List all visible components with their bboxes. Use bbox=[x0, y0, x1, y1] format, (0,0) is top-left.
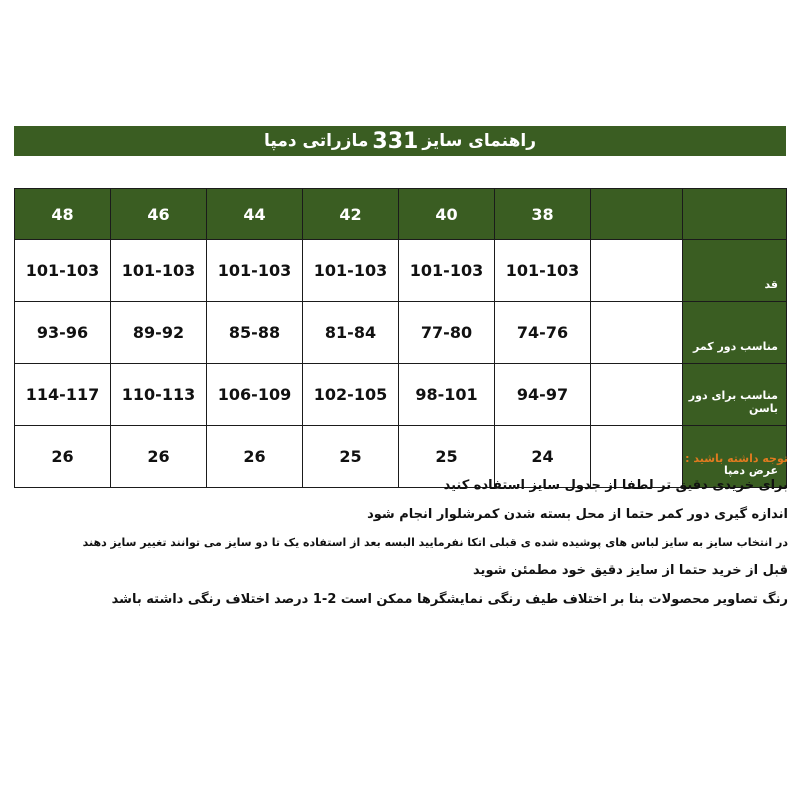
title-model-number: 331 bbox=[372, 128, 419, 154]
hip-value-44: 106-109 bbox=[207, 364, 303, 426]
table-row bbox=[15, 240, 787, 302]
height-value-44: 101-103 bbox=[207, 240, 303, 302]
height-value-42: 101-103 bbox=[303, 240, 399, 302]
waist-value-38: 74-76 bbox=[495, 302, 591, 364]
hem-width-value-46: 26 bbox=[111, 426, 207, 488]
note-line: رنگ تصاویر محصولات بنا بر اختلاف طیف رنگی نمایشگرها ممکن است 2-1 درصد اختلاف رنگی داشته باشد bbox=[111, 592, 788, 607]
size-header-42: 42 bbox=[303, 189, 399, 240]
row-label-hip: مناسب برای دور باسن bbox=[683, 364, 787, 426]
row-label-hem-width: عرض دمپا bbox=[683, 426, 787, 488]
waist-value-48: 93-96 bbox=[15, 302, 111, 364]
note-line: اندازه گیری دور کمر حتما از محل بسته شدن کمرشلوار انجام شود bbox=[367, 507, 788, 522]
size-header-46: 46 bbox=[111, 189, 207, 240]
row-label-height: قد bbox=[683, 240, 787, 302]
size-header-48: 48 bbox=[15, 189, 111, 240]
hip-value-38: 94-97 bbox=[495, 364, 591, 426]
hip-value-40: 98-101 bbox=[399, 364, 495, 426]
waist-value-46: 89-92 bbox=[111, 302, 207, 364]
hem-width-value-40: 25 bbox=[399, 426, 495, 488]
height-value-40: 101-103 bbox=[399, 240, 495, 302]
note-line: برای خریدی دقیق تر لطفا از جدول سایز استفاده کنید bbox=[443, 478, 788, 493]
waist-value-44: 85-88 bbox=[207, 302, 303, 364]
note-line: در انتخاب سایز به سایز لباس های پوشیده شده ی قبلی اتکا نفرمایید البسه بعد از استفاده یک تا دو سایز می توانند تغییر سایز دهند bbox=[82, 536, 788, 549]
size-header-40: 40 bbox=[399, 189, 495, 240]
title-text-after: مازراتی دمپا bbox=[264, 131, 369, 151]
waist-value-40: 77-80 bbox=[399, 302, 495, 364]
title-text-before: راهنمای سایز bbox=[422, 131, 537, 151]
row-label-waist: مناسب دور کمر bbox=[683, 302, 787, 364]
hem-width-value-44: 26 bbox=[207, 426, 303, 488]
height-value-38: 101-103 bbox=[495, 240, 591, 302]
empty-cell bbox=[591, 240, 683, 302]
hip-value-46: 110-113 bbox=[111, 364, 207, 426]
size-table bbox=[14, 188, 787, 488]
waist-value-42: 81-84 bbox=[303, 302, 399, 364]
page-title bbox=[14, 126, 786, 156]
table-row bbox=[15, 302, 787, 364]
header-corner-cell bbox=[683, 189, 787, 240]
empty-cell bbox=[591, 364, 683, 426]
hip-value-48: 114-117 bbox=[15, 364, 111, 426]
empty-cell bbox=[591, 302, 683, 364]
hem-width-value-38: 24 bbox=[495, 426, 591, 488]
hem-width-value-42: 25 bbox=[303, 426, 399, 488]
note-line: قبل از خرید حتما از سایز دقیق خود مطمئن شوید bbox=[473, 563, 788, 578]
size-header-44: 44 bbox=[207, 189, 303, 240]
hip-value-42: 102-105 bbox=[303, 364, 399, 426]
height-value-46: 101-103 bbox=[111, 240, 207, 302]
notes-list bbox=[82, 478, 788, 621]
size-header-row bbox=[15, 189, 787, 240]
height-value-48: 101-103 bbox=[15, 240, 111, 302]
notes-title: توجه داشته باشید : bbox=[685, 452, 788, 465]
hem-width-value-48: 26 bbox=[15, 426, 111, 488]
size-header-38: 38 bbox=[495, 189, 591, 240]
header-empty-cell bbox=[591, 189, 683, 240]
table-row bbox=[15, 364, 787, 426]
